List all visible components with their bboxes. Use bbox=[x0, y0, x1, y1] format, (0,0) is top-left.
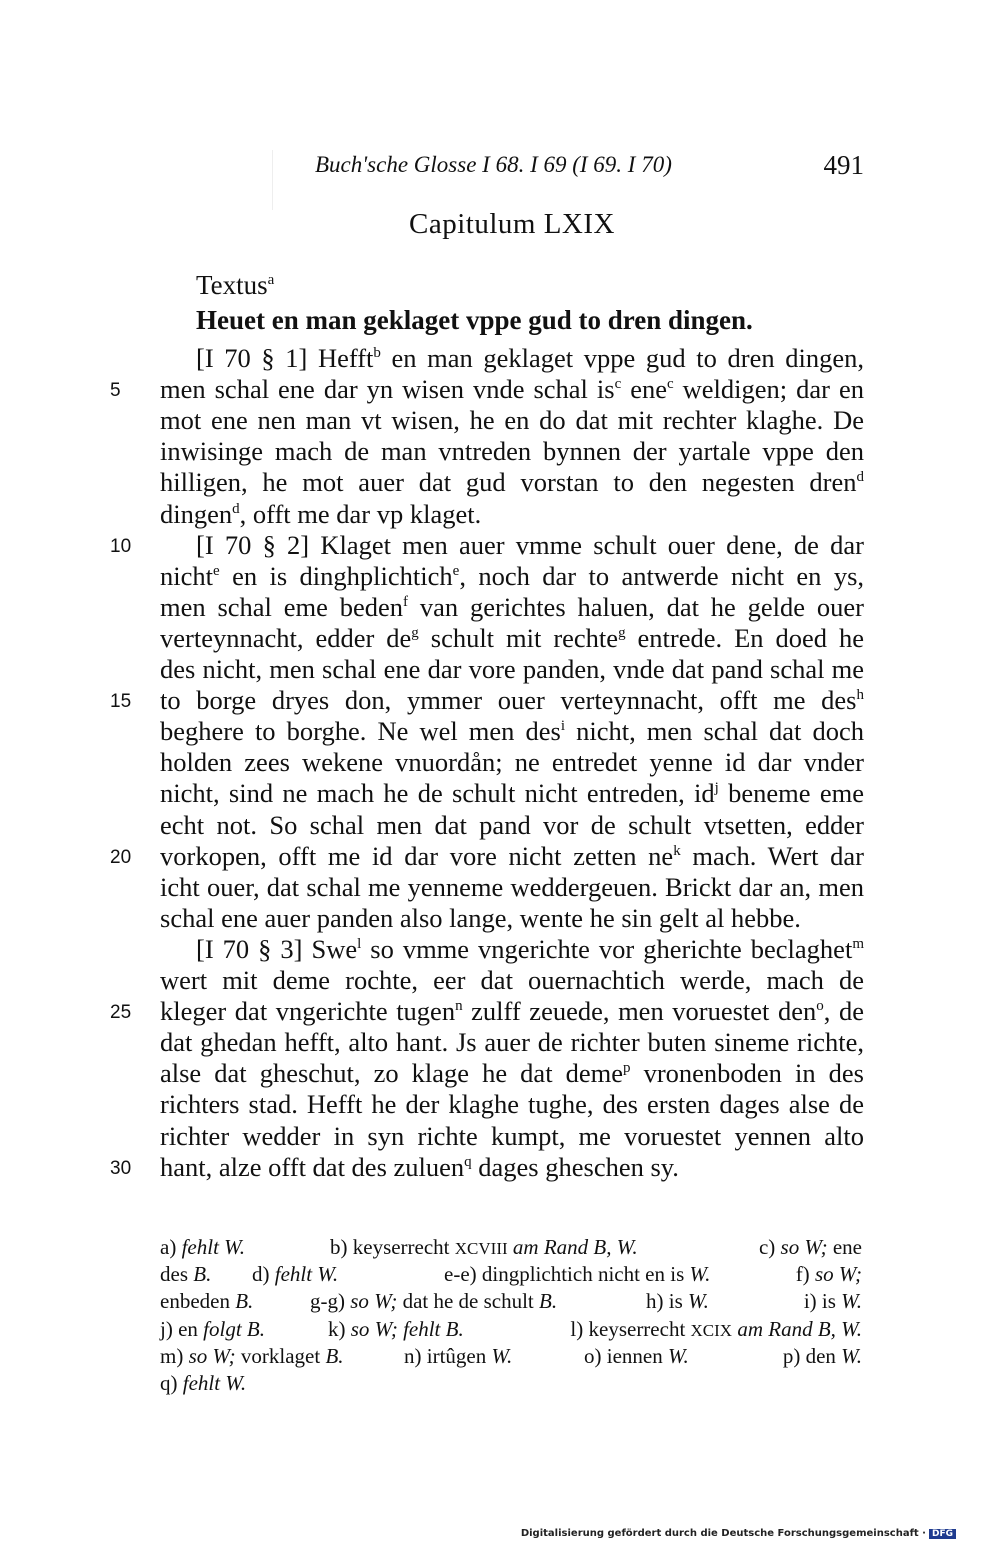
body-line: [I 70 § 3] Swe$^l$ so vmme vngerichte vor gherichte beclaghet$^m$ bbox=[196, 933, 864, 964]
footnote: h) is W. bbox=[646, 1289, 709, 1314]
body-line: icht ouer, dat schal me yenneme weddergeuen. Brickt dar an, men bbox=[160, 871, 864, 902]
footnote-line bbox=[160, 1262, 862, 1289]
chapter-title: Capitulum LXIX bbox=[409, 208, 615, 240]
footnote: p) den W. bbox=[782, 1343, 862, 1368]
textus-footnote-mark: a bbox=[267, 272, 275, 288]
body-line: echt not. So schal men dat pand vor de schult vtsetten, edder bbox=[160, 809, 864, 840]
body-line: verteynnacht, edder $de^g$ schult mit rechte$^g$ entrede. En doed he bbox=[160, 622, 864, 653]
body-line: richter wedder in syn richte kumpt, me voruestet yennen alto bbox=[160, 1120, 864, 1151]
body-line: vorkopen, offt me id dar vore nicht zetten $ne^k$ mach. Wert dar bbox=[160, 840, 864, 871]
body-line: kleger dat vngerichte tugen$^n$ zulff zeuede, men voruestet den$^o$, de bbox=[160, 996, 865, 1027]
footnote: f) so W; bbox=[795, 1262, 862, 1287]
body-line: hilligen, he mot auer dat gud vorstan to den negesten dren$^d$ bbox=[160, 467, 864, 498]
body-line: nicht$^e$ en is dinghplichtich$^e$, noch dar to antwerde nicht en ys, bbox=[160, 560, 865, 591]
footnote: e-e) dingplichtich nicht en is W. bbox=[444, 1262, 711, 1287]
body-line: dat ghedan hefft, alto hant. Js auer de richter buten sineme richte, bbox=[160, 1027, 864, 1058]
body-line: men schal ene dar yn wisen vnde schal $is^c$ ene$^c$ weldigen; dar en bbox=[160, 374, 864, 405]
body-line: des nicht, men schal ene dar vore panden, vnde dat pand schal me bbox=[160, 654, 864, 684]
body-line: richters stad. Hefft he der klaghe tughe, des ersten dages alse de bbox=[160, 1089, 864, 1120]
digitization-note: Digitalisierung gefördert durch die Deutsche Forschungsgemeinschaft · bbox=[520, 1528, 926, 1539]
body-line: nicht, sind ne mach he de schult nicht entreden, $id^j$ beneme eme bbox=[160, 778, 864, 809]
body-line: [I 70 § 2] Klaget men auer vmme schult ouer dene, de dar bbox=[196, 529, 864, 560]
footnote: q) fehlt W. bbox=[160, 1371, 247, 1395]
footnote-line bbox=[160, 1317, 862, 1344]
running-title: Buch'sche Glosse I 68. I 69 (I 69. I 70) bbox=[315, 152, 672, 177]
body-line: [I 70 § 1] Hefft$^b$ en man geklaget vppe gud to dren dingen, bbox=[196, 343, 864, 373]
footnote: b) keyserrecht XCVIII am Rand B, W. bbox=[330, 1235, 638, 1259]
body-line: dingen$^d$, offt me dar vp klaget. bbox=[160, 498, 482, 529]
line-number: 20 bbox=[110, 846, 132, 868]
footnote-line bbox=[160, 1289, 862, 1316]
line-number: 25 bbox=[110, 1002, 132, 1024]
footnote: des B. bbox=[160, 1262, 212, 1287]
footnote: d) fehlt W. bbox=[252, 1262, 339, 1287]
textus-text: Textus bbox=[196, 270, 268, 300]
running-header bbox=[160, 148, 864, 188]
footnote: g-g) so W; dat he de schult B. bbox=[310, 1289, 558, 1314]
body-line: alse dat gheschut, zo klage he dat deme$^p$ vronenboden in des bbox=[160, 1058, 864, 1089]
body-line: mot ene nen man vt wisen, he en do dat mit rechter klaghe. De bbox=[160, 405, 864, 436]
footnote-line bbox=[160, 1235, 862, 1262]
digitization-credit bbox=[521, 1528, 956, 1539]
textus-label bbox=[196, 270, 274, 301]
body-line: to borge dryes don, ymmer ouer verteynnacht, offt me des$^h$ bbox=[160, 685, 864, 716]
dfg-logo: DFG bbox=[929, 1529, 956, 1539]
body-line: holden zees wekene vnuordån; ne entredet yenne id dar vnder bbox=[160, 747, 864, 778]
body-line: inwisinge mach de man vntreden bynnen der yartale vppe den bbox=[160, 436, 864, 467]
body-line: wert mit deme rochte, eer dat ouernachtich werde, mach de bbox=[160, 965, 864, 995]
body-line: beghere to borghe. Ne wel men des$^i$ nicht, men schal dat doch bbox=[160, 716, 864, 747]
footnote: l) keyserrecht XCIX am Rand B, W. bbox=[570, 1316, 862, 1341]
page-number: 491 bbox=[823, 150, 864, 180]
footnote: o) iennen W. bbox=[584, 1343, 689, 1368]
footnote: a) fehlt W. bbox=[160, 1235, 245, 1259]
footnote: enbeden B. bbox=[160, 1289, 254, 1314]
footnote-line bbox=[160, 1371, 862, 1398]
footnote: k) so W; fehlt B. bbox=[328, 1316, 464, 1341]
footnote: i) is W. bbox=[803, 1289, 862, 1314]
body-line: schal ene auer panden also lange, wente he sin gelt al hebbe. bbox=[160, 902, 801, 933]
body-line: hant, alze offt dat des zuluen$^q$ dages gheschen sy. bbox=[160, 1151, 679, 1182]
footnote-line bbox=[160, 1344, 862, 1371]
footnote: n) irtûgen W. bbox=[404, 1343, 513, 1368]
body-line: men schal eme beden$^f$ van gerichtes haluen, dat he gelde ouer bbox=[160, 591, 864, 622]
line-number: 15 bbox=[110, 691, 132, 713]
footnote: m) so W; vorklaget B. bbox=[160, 1343, 344, 1368]
line-number: 30 bbox=[110, 1157, 132, 1179]
line-number: 10 bbox=[110, 535, 132, 557]
footnote: j) en folgt B. bbox=[160, 1316, 265, 1341]
section-heading: Heuet en man geklaget vppe gud to dren dingen. bbox=[196, 305, 753, 335]
line-number: 5 bbox=[110, 380, 121, 402]
footnote: c) so W; ene bbox=[758, 1235, 862, 1259]
